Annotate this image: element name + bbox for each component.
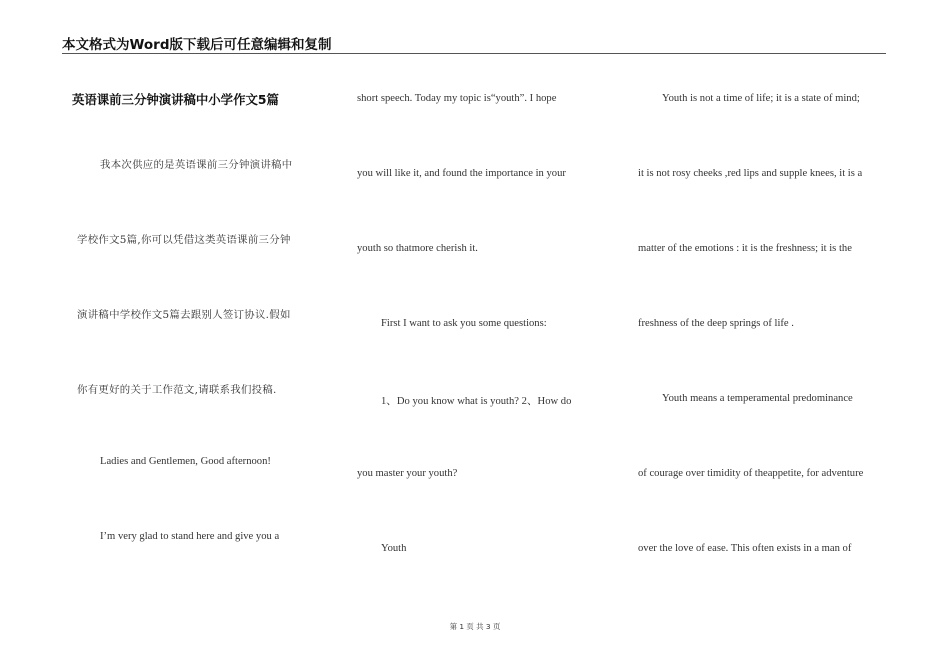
text-line: 演讲稿中学校作文5篇去跟别人签订协议.假如 bbox=[77, 309, 291, 321]
text-line: 1、Do you know what is youth? 2、How do bbox=[381, 396, 572, 407]
text-line: short speech. Today my topic is“youth”. I hope bbox=[357, 93, 557, 104]
text-line: youth so thatmore cherish it. bbox=[357, 243, 478, 254]
document-title: 英语课前三分钟演讲稿中小学作文5篇 bbox=[72, 92, 279, 107]
text-line: of courage over timidity of theappetite, for adventure bbox=[638, 468, 864, 479]
text-line: it is not rosy cheeks ,red lips and supple knees, it is a bbox=[638, 168, 863, 179]
text-line: 我本次供应的是英语课前三分钟演讲稿中 bbox=[100, 159, 293, 171]
text-line: Ladies and Gentlemen, Good afternoon! bbox=[100, 456, 271, 467]
text-line: Youth bbox=[381, 543, 407, 554]
text-line: you master your youth? bbox=[357, 468, 458, 479]
text-line: you will like it, and found the importance in your bbox=[357, 168, 566, 179]
text-line: freshness of the deep springs of life . bbox=[638, 318, 794, 329]
text-line: Youth is not a time of life; it is a state of mind; bbox=[662, 93, 860, 104]
text-line: over the love of ease. This often exists in a man of bbox=[638, 543, 852, 554]
page-number: 第 1 页 共 3 页 bbox=[449, 622, 501, 631]
header-divider bbox=[62, 53, 886, 54]
text-line: First I want to ask you some questions: bbox=[381, 318, 547, 329]
page-header: 本文格式为Word版下载后可任意编辑和复制 bbox=[62, 37, 332, 53]
text-line: matter of the emotions : it is the freshness; it is the bbox=[638, 243, 852, 254]
text-line: I’m very glad to stand here and give you a bbox=[100, 531, 280, 542]
text-line: Youth means a temperamental predominance bbox=[662, 393, 853, 404]
text-line: 你有更好的关于工作范文,请联系我们投稿. bbox=[77, 384, 277, 396]
text-line: 学校作文5篇,你可以凭借这类英语课前三分钟 bbox=[77, 234, 291, 246]
